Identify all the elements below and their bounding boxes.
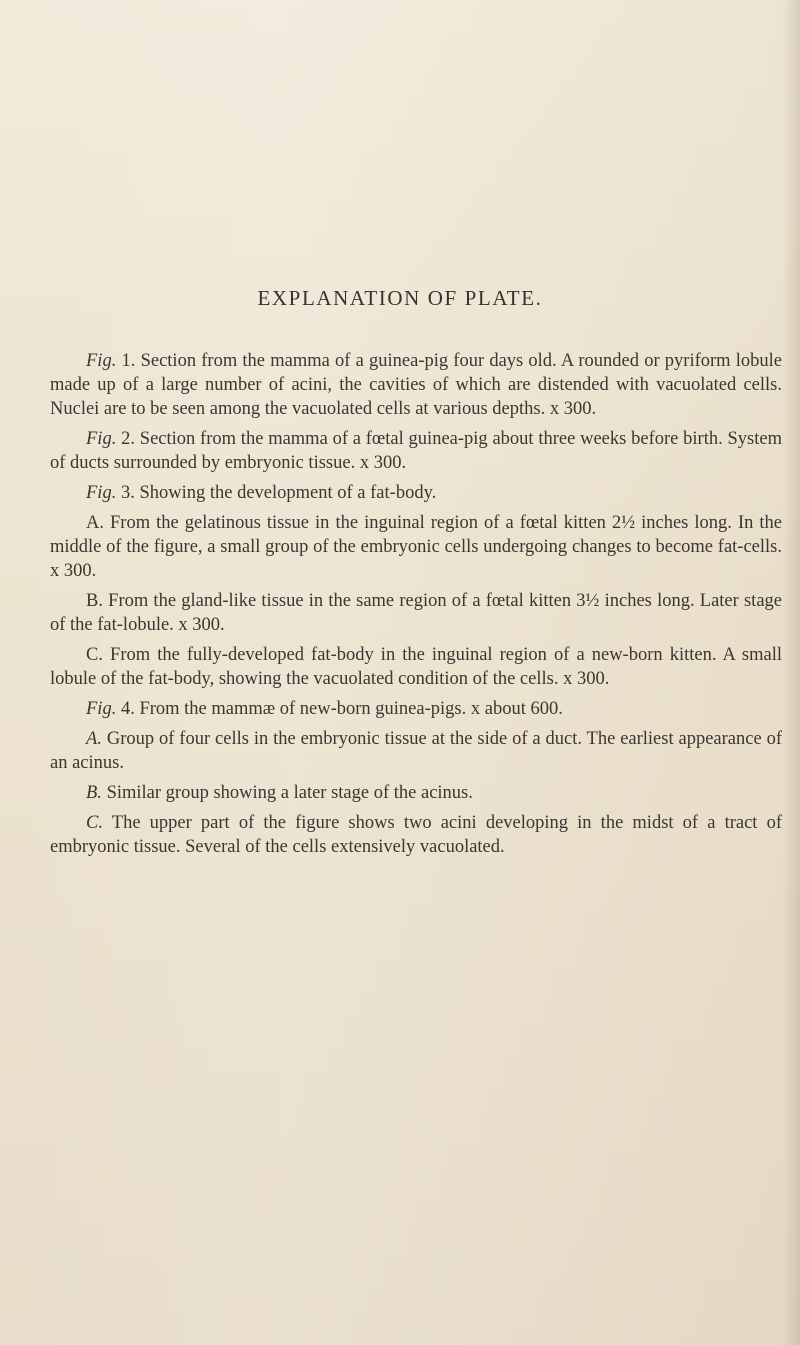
paragraph-fig-1	[50, 349, 782, 421]
paragraph-text: 1. Section from the mamma of a guinea-pig four days old. A rounded or pyriform lobule made up of a large number of acini, the cavities of which are distended with vacuolated cells. Nuclei are to be seen among the vacuolated cells at various depths. x 300.	[50, 351, 782, 419]
figure-label: Fig.	[86, 483, 117, 503]
paragraph-fig-3	[50, 481, 782, 505]
figure-label: Fig.	[86, 429, 117, 449]
paragraph-text: A. From the gelatinous tissue in the inguinal region of a fœtal kitten 2½ inches long. In the middle of the figure, a small group of the embryonic cells undergoing changes to become fat-cells. x 300.	[50, 513, 782, 581]
subfigure-label: B.	[86, 783, 102, 803]
subfigure-label: A.	[86, 729, 102, 749]
page-title: EXPLANATION OF PLATE.	[257, 286, 543, 310]
subfigure-label: C.	[86, 813, 103, 833]
paragraph-text: 4. From the mammæ of new-born guinea-pigs. x about 600.	[116, 699, 563, 719]
plate-explanation-text	[50, 349, 782, 859]
page-edge-shadow	[782, 0, 800, 1345]
paragraph-text: 2. Section from the mamma of a fœtal guinea-pig about three weeks before birth. System of ducts surrounded by embryonic tissue. x 300.	[50, 429, 782, 473]
paragraph-fig-2	[50, 427, 782, 475]
paragraph-fig-4	[50, 697, 782, 721]
paragraph-fig-4-a	[50, 727, 782, 775]
paragraph-text: 3. Showing the development of a fat-body.	[116, 483, 437, 503]
paragraph-text: C. From the fully-developed fat-body in the inguinal region of a new-born kitten. A small lobule of the fat-body, showing the vacuolated condition of the cells. x 300.	[50, 645, 782, 689]
paragraph-text: The upper part of the figure shows two acini developing in the midst of a tract of embryonic tissue. Several of the cells extensively vacuolated.	[50, 813, 782, 857]
paragraph-fig-3-b	[50, 589, 782, 637]
figure-label: Fig.	[86, 699, 117, 719]
paragraph-fig-4-b	[50, 781, 782, 805]
paragraph-fig-3-a	[50, 511, 782, 583]
paragraph-text: B. From the gland-like tissue in the same region of a fœtal kitten 3½ inches long. Later stage of the fat-lobule. x 300.	[50, 591, 782, 635]
paragraph-text: Similar group showing a later stage of the acinus.	[101, 783, 473, 803]
paragraph-fig-3-c	[50, 643, 782, 691]
paragraph-fig-4-c	[50, 811, 782, 859]
paragraph-text: Group of four cells in the embryonic tissue at the side of a duct. The earliest appearance of an acinus.	[50, 729, 782, 773]
figure-label: Fig.	[86, 351, 117, 371]
